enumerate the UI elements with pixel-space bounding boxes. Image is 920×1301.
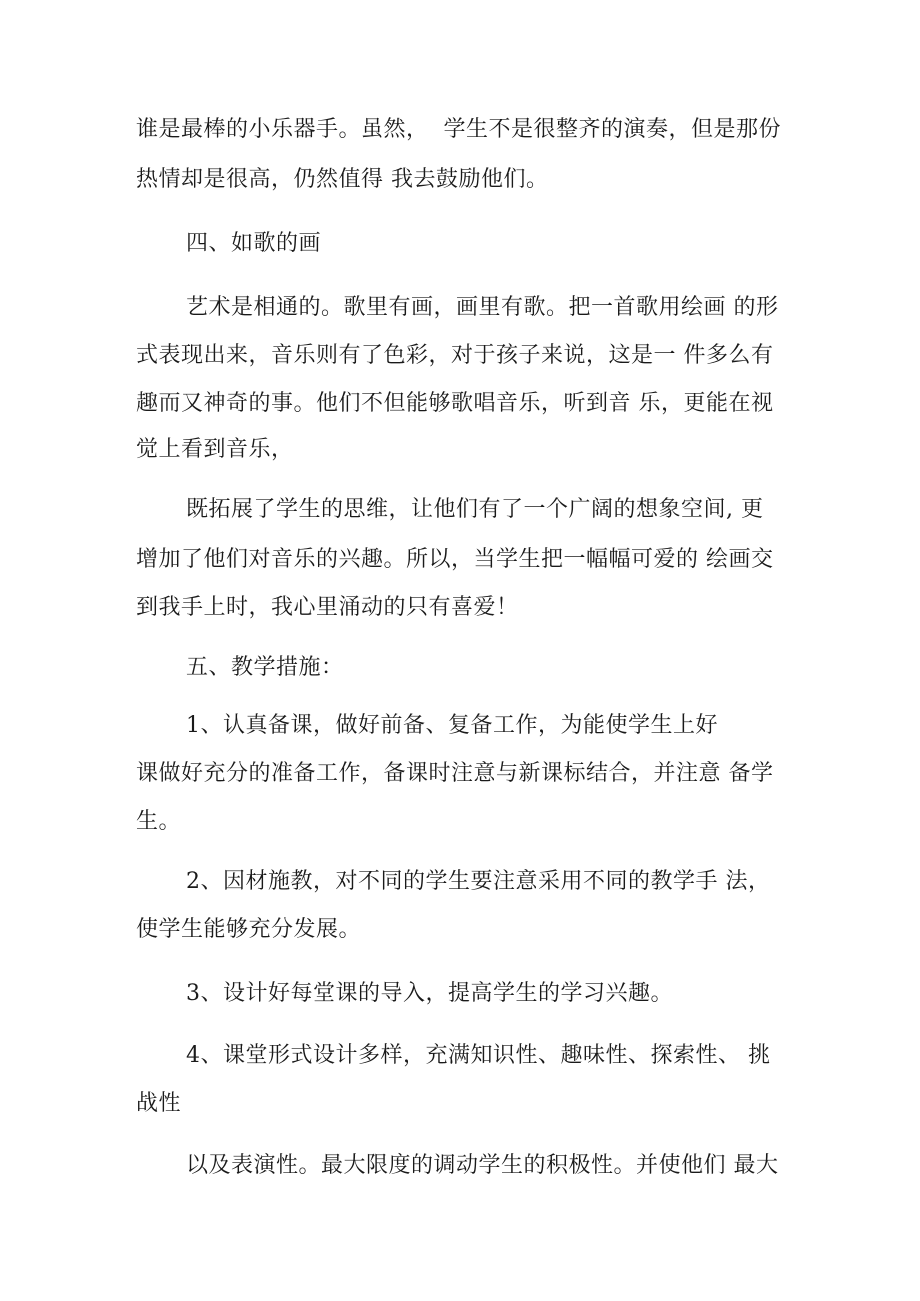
text-line: 2、因材施教，对不同的学生要注意采用不同的教学手 法， <box>186 869 771 894</box>
text-line: 4、课堂形式设计多样，充满知识性、趣味性、探索性、 挑 <box>186 1043 771 1068</box>
text-line: 使学生能够充分发展。 <box>136 917 362 942</box>
text-line: 以及表演性。最大限度的调动学生的积极性。并使他们 最大 <box>186 1153 779 1178</box>
text-line: 增加了他们对音乐的兴趣。所以，当学生把一幅幅可爱的 绘画交 <box>136 547 774 572</box>
text-line: 到我手上时，我心里涌动的只有喜爱！ <box>136 595 519 620</box>
text-line: 生。 <box>136 809 182 834</box>
text-line: 谁是最棒的小乐器手。虽然， 学生不是很整齐的演奏，但是那份 <box>136 117 781 142</box>
text-line: 趣而又神奇的事。他们不但能够歌唱音乐，听到音 乐，更能在视 <box>136 391 774 416</box>
text-line: 3、设计好每堂课的导入，提高学生的学习兴趣。 <box>186 981 673 1006</box>
section-heading: 四、如歌的画 <box>186 231 322 256</box>
text-line: 艺术是相通的。歌里有画，画里有歌。把一首歌用绘画 的形 <box>186 295 779 320</box>
text-line: 课做好充分的准备工作，备课时注意与新课标结合，并注意 备学 <box>136 761 774 786</box>
text-line: 1、认真备课，做好前备、复备工作，为能使学生上好 <box>186 713 718 738</box>
text-line: 既拓展了学生的思维，让他们有了一个广阔的想象空间, 更 <box>186 497 764 522</box>
section-heading: 五、教学措施： <box>186 655 344 680</box>
text-line: 战性 <box>136 1091 182 1116</box>
text-line: 热情却是很高，仍然值得 我去鼓励他们。 <box>136 167 549 192</box>
text-line: 觉上看到音乐， <box>136 437 294 462</box>
text-line: 式表现出来，音乐则有了色彩，对于孩子来说，这是一 件多么有 <box>136 343 774 368</box>
